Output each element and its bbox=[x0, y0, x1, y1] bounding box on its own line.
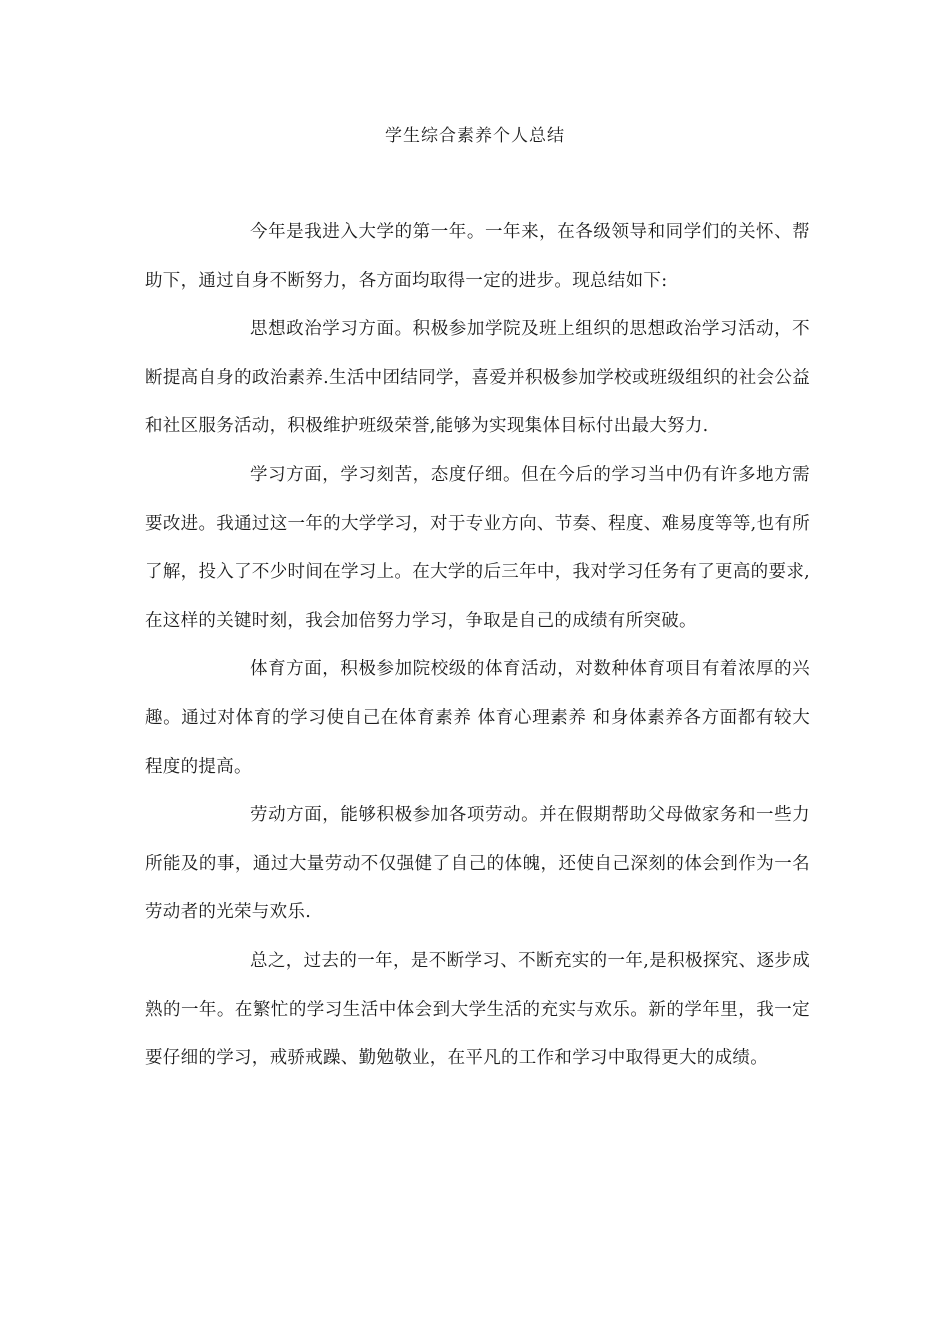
paragraph-labor: 劳动方面，能够积极参加各项劳动。并在假期帮助父母做家务和一些力所能及的事，通过大量劳动不仅强健了自己的体魄，还使自己深刻的体会到作为一名劳动者的光荣与欢乐. bbox=[145, 805, 810, 923]
paragraph-sports: 体育方面，积极参加院校级的体育活动，对数种体育项目有着浓厚的兴趣。通过对体育的学习使自己在体育素养 体育心理素养 和身体素养各方面都有较大程度的提高。 bbox=[145, 659, 810, 777]
paragraph-conclusion: 总之，过去的一年，是不断学习、不断充实的一年,是积极探究、逐步成熟的一年。在繁忙的学习生活中体会到大学生活的充实与欢乐。新的学年里，我一定要仔细的学习，戒骄戒躁、勤勉敬业，在平凡的工作和学习中取得更大的成绩。 bbox=[145, 950, 810, 1069]
paragraph-political-study: 思想政治学习方面。积极参加学院及班上组织的思想政治学习活动，不断提高自身的政治素养.生活中团结同学，喜爱并积极参加学校或班级组织的社会公益和社区服务活动，积极维护班级荣誉,能够为实现集体目标付出最大努力. bbox=[145, 319, 810, 437]
document-title: 学生综合素养个人总结 bbox=[385, 126, 565, 146]
paragraph-study: 学习方面，学习刻苦，态度仔细。但在今后的学习当中仍有许多地方需要改进。我通过这一年的大学学习，对于专业方向、节奏、程度、难易度等等,也有所了解，投入了不少时间在学习上。在大学的后三年中，我对学习任务有了更高的要求,在这样的关键时刻，我会加倍努力学习，争取是自己的成绩有所突破。 bbox=[145, 464, 810, 631]
document-body bbox=[145, 208, 810, 1083]
paragraph-intro: 今年是我进入大学的第一年。一年来，在各级领导和同学们的关怀、帮助下，通过自身不断努力，各方面均取得一定的进步。现总结如下: bbox=[145, 222, 810, 291]
